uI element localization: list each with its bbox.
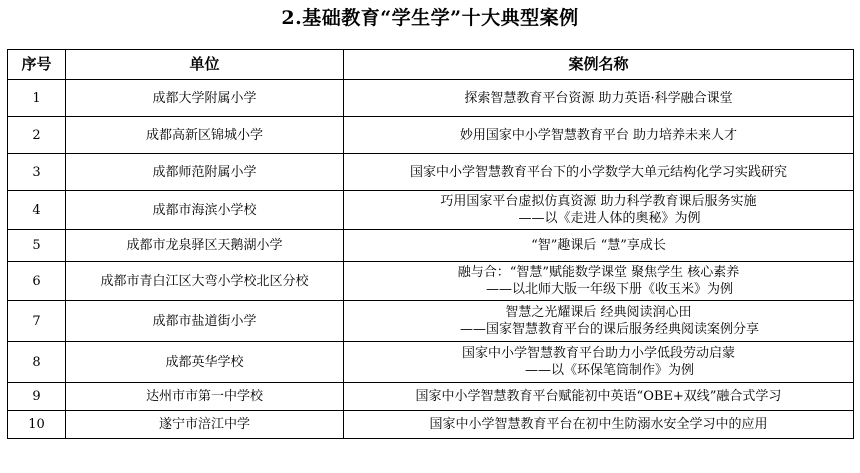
row-unit: 成都市青白江区大弯小学校北区分校	[66, 262, 344, 301]
table-row	[8, 301, 854, 342]
case-name-line: 国家中小学智慧教育平台助力小学低段劳动启蒙	[461, 346, 735, 361]
row-unit: 成都高新区锦城小学	[66, 117, 344, 154]
row-unit: 成都大学附属小学	[66, 80, 344, 117]
case-name-subline: ——以北师大版一年级下册《收玉米》为例	[485, 282, 733, 297]
row-case-name	[344, 80, 854, 117]
case-name-subline: ——以《环保笔筒制作》为例	[524, 363, 694, 378]
row-case-name	[344, 411, 854, 439]
table-header-row	[8, 50, 854, 80]
table-row	[8, 230, 854, 262]
row-number: 9	[8, 383, 66, 411]
row-number: 1	[8, 80, 66, 117]
row-number: 6	[8, 262, 66, 301]
case-name-line: 巧用国家平台虚拟仿真资源 助力科学教育课后服务实施	[440, 194, 757, 209]
row-number: 7	[8, 301, 66, 342]
table-row	[8, 117, 854, 154]
row-case-name	[344, 383, 854, 411]
row-unit: 成都市盐道街小学	[66, 301, 344, 342]
row-case-name	[344, 262, 854, 301]
case-name-subline: ——以《走进人体的奥秘》为例	[518, 211, 701, 226]
case-name-line: 国家中小学智慧教育平台在初中生防溺水安全学习中的应用	[429, 417, 768, 432]
case-name-line: 国家中小学智慧教育平台赋能初中英语“OBE+双线”融合式学习	[415, 389, 782, 404]
case-name-line: “智”趣课后 “慧”享成长	[531, 238, 666, 253]
row-number: 2	[8, 117, 66, 154]
header-no: 序号	[8, 50, 66, 80]
table-row	[8, 262, 854, 301]
row-number: 8	[8, 342, 66, 383]
case-name-line: 探索智慧教育平台资源 助力英语·科学融合课堂	[464, 90, 733, 106]
row-number: 10	[8, 411, 66, 439]
table-row	[8, 154, 854, 191]
row-number: 4	[8, 191, 66, 230]
table-row	[8, 80, 854, 117]
case-name-line: 智慧之光耀课后 经典阅读润心田	[505, 305, 692, 320]
header-case-name: 案例名称	[344, 50, 854, 80]
case-name-line: 国家中小学智慧教育平台下的小学数学大单元结构化学习实践研究	[409, 164, 787, 180]
row-case-name	[344, 117, 854, 154]
row-unit: 遂宁市涪江中学	[66, 411, 344, 439]
table-row	[8, 191, 854, 230]
row-case-name	[344, 230, 854, 262]
row-number: 3	[8, 154, 66, 191]
case-name-line: 融与合：“智慧”赋能数学课堂 聚焦学生 核心素养	[457, 265, 740, 280]
table-row	[8, 383, 854, 411]
case-table	[7, 49, 854, 439]
case-name-line: 妙用国家中小学智慧教育平台 助力培养未来人才	[459, 127, 738, 143]
row-unit: 成都市海滨小学校	[66, 191, 344, 230]
row-unit: 成都英华学校	[66, 342, 344, 383]
header-unit: 单位	[66, 50, 344, 80]
row-case-name	[344, 342, 854, 383]
table-row	[8, 411, 854, 439]
row-unit: 达州市市第一中学校	[66, 383, 344, 411]
row-case-name	[344, 301, 854, 342]
case-name-subline: ——国家智慧教育平台的课后服务经典阅读案例分享	[459, 322, 759, 337]
row-unit: 成都师范附属小学	[66, 154, 344, 191]
table-row	[8, 342, 854, 383]
row-number: 5	[8, 230, 66, 262]
row-case-name	[344, 191, 854, 230]
row-unit: 成都市龙泉驿区天鹅湖小学	[66, 230, 344, 262]
page-title: 2.基础教育“学生学”十大典型案例	[281, 7, 579, 29]
row-case-name	[344, 154, 854, 191]
